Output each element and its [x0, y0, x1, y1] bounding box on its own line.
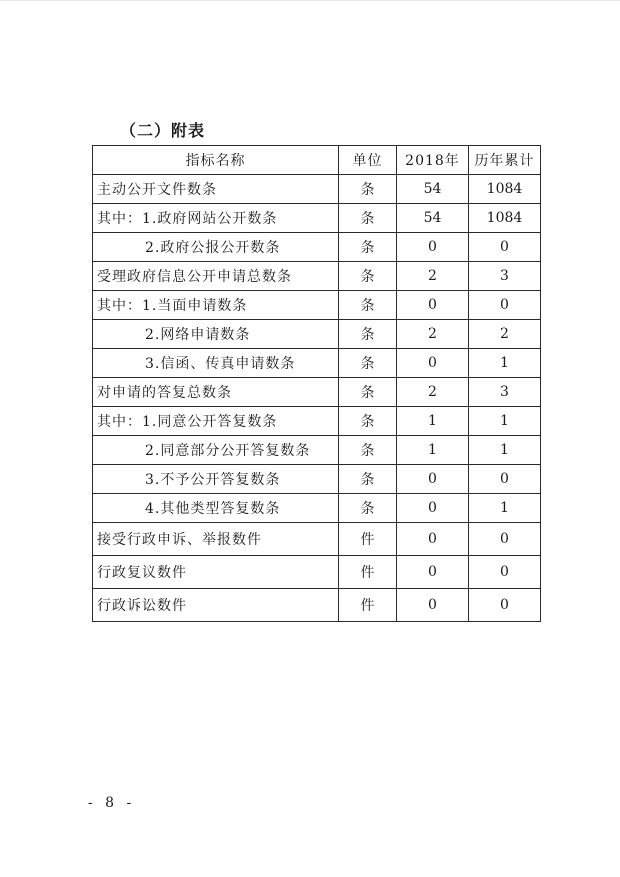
table-row — [93, 556, 541, 589]
cumulative-cell: 3 — [469, 262, 541, 291]
unit-cell: 条 — [339, 233, 397, 262]
unit-cell: 条 — [339, 204, 397, 233]
year-2018-cell: 0 — [397, 291, 469, 320]
cumulative-cell: 0 — [469, 589, 541, 622]
table-row — [93, 523, 541, 556]
table-row — [93, 436, 541, 465]
page-number: - 8 - — [88, 795, 136, 811]
indicator-name-cell: 2.同意部分公开答复数条 — [93, 436, 339, 465]
table-row — [93, 262, 541, 291]
cumulative-cell: 0 — [469, 556, 541, 589]
cumulative-cell: 0 — [469, 523, 541, 556]
table-header-row — [93, 146, 541, 175]
indicator-name-cell: 2.网络申请数条 — [93, 320, 339, 349]
indicator-name-cell: 2.政府公报公开数条 — [93, 233, 339, 262]
year-2018-cell: 2 — [397, 320, 469, 349]
unit-cell: 件 — [339, 556, 397, 589]
table-row — [93, 407, 541, 436]
unit-cell: 条 — [339, 436, 397, 465]
indicator-name-cell: 3.信函、传真申请数条 — [93, 349, 339, 378]
table-row — [93, 320, 541, 349]
indicator-name-cell: 3.不予公开答复数条 — [93, 465, 339, 494]
cumulative-cell: 1 — [469, 407, 541, 436]
year-2018-cell: 0 — [397, 349, 469, 378]
table-row — [93, 291, 541, 320]
unit-cell: 条 — [339, 291, 397, 320]
cumulative-cell: 0 — [469, 233, 541, 262]
statistics-table — [92, 145, 541, 622]
table-row — [93, 204, 541, 233]
cumulative-cell: 1 — [469, 494, 541, 523]
unit-cell: 条 — [339, 320, 397, 349]
table-row — [93, 175, 541, 204]
unit-cell: 条 — [339, 175, 397, 204]
year-2018-cell: 1 — [397, 436, 469, 465]
table-row — [93, 233, 541, 262]
header-unit: 单位 — [339, 146, 397, 175]
unit-cell: 条 — [339, 349, 397, 378]
cumulative-cell: 1084 — [469, 175, 541, 204]
unit-cell: 件 — [339, 523, 397, 556]
cumulative-cell: 3 — [469, 378, 541, 407]
table-body — [93, 175, 541, 622]
cumulative-cell: 1 — [469, 349, 541, 378]
indicator-name-cell: 行政复议数件 — [93, 556, 339, 589]
indicator-name-cell: 其中：1.当面申请数条 — [93, 291, 339, 320]
cumulative-cell: 0 — [469, 465, 541, 494]
year-2018-cell: 2 — [397, 378, 469, 407]
year-2018-cell: 0 — [397, 523, 469, 556]
table-row — [93, 589, 541, 622]
header-cumulative: 历年累计 — [469, 146, 541, 175]
year-2018-cell: 54 — [397, 175, 469, 204]
indicator-name-cell: 主动公开文件数条 — [93, 175, 339, 204]
table-row — [93, 465, 541, 494]
indicator-name-cell: 对申请的答复总数条 — [93, 378, 339, 407]
unit-cell: 条 — [339, 465, 397, 494]
indicator-name-cell: 其中：1.政府网站公开数条 — [93, 204, 339, 233]
year-2018-cell: 1 — [397, 407, 469, 436]
indicator-name-cell: 其中：1.同意公开答复数条 — [93, 407, 339, 436]
cumulative-cell: 2 — [469, 320, 541, 349]
year-2018-cell: 0 — [397, 465, 469, 494]
unit-cell: 条 — [339, 262, 397, 291]
cumulative-cell: 0 — [469, 291, 541, 320]
unit-cell: 件 — [339, 589, 397, 622]
year-2018-cell: 0 — [397, 233, 469, 262]
table-row — [93, 494, 541, 523]
table-row — [93, 378, 541, 407]
header-year-2018: 2018年 — [397, 146, 469, 175]
cumulative-cell: 1084 — [469, 204, 541, 233]
unit-cell: 条 — [339, 494, 397, 523]
year-2018-cell: 54 — [397, 204, 469, 233]
section-title: （二）附表 — [120, 121, 206, 140]
header-indicator-name: 指标名称 — [93, 146, 339, 175]
year-2018-cell: 0 — [397, 589, 469, 622]
indicator-name-cell: 接受行政申诉、举报数件 — [93, 523, 339, 556]
year-2018-cell: 0 — [397, 556, 469, 589]
year-2018-cell: 0 — [397, 494, 469, 523]
indicator-name-cell: 行政诉讼数件 — [93, 589, 339, 622]
year-2018-cell: 2 — [397, 262, 469, 291]
indicator-name-cell: 受理政府信息公开申请总数条 — [93, 262, 339, 291]
table-row — [93, 349, 541, 378]
cumulative-cell: 1 — [469, 436, 541, 465]
unit-cell: 条 — [339, 407, 397, 436]
unit-cell: 条 — [339, 378, 397, 407]
scan-edge-line — [0, 0, 620, 1]
indicator-name-cell: 4.其他类型答复数条 — [93, 494, 339, 523]
